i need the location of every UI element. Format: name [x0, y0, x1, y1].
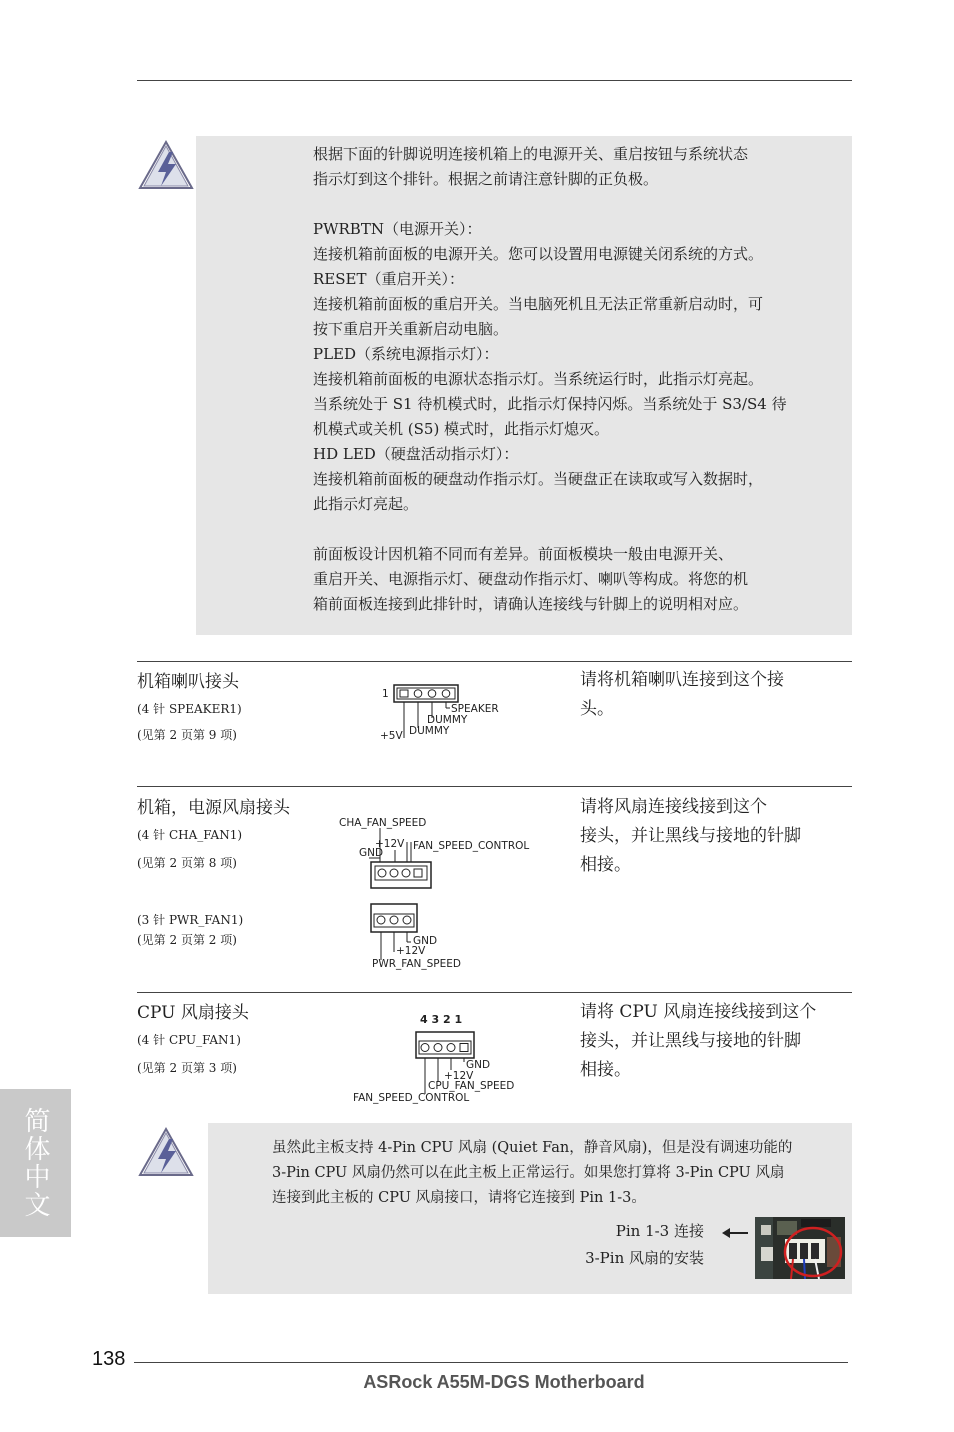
note-line: 按下重启开关重新启动电脑。: [313, 320, 509, 338]
warning-icon: [136, 1123, 196, 1181]
pwr-fan-speed-label: PWR_FAN_SPEED: [372, 958, 461, 970]
desc-line: 请将 CPU 风扇连接线接到这个: [580, 1002, 817, 1022]
note-line: 此指示灯亮起。: [313, 495, 419, 513]
desc-line: 接头，并让黑线与接地的针脚: [580, 1031, 801, 1051]
chassis-fan-section: [137, 794, 290, 871]
plus12v-label: +12V: [375, 838, 405, 850]
page-number: 138: [92, 1348, 126, 1370]
language-side-tab: [0, 1089, 71, 1237]
note-line: [313, 192, 787, 217]
desc-line: 相接。: [580, 855, 631, 875]
pin1-label: 1: [382, 688, 389, 700]
pin-numbers-label: 4 3 2 1: [420, 1013, 463, 1026]
note-line: 3-Pin CPU 风扇仍然可以在此主板上正常运行。如果您打算将 3-Pin CPU 风扇: [272, 1165, 785, 1181]
fan-speed-control-label: FAN_SPEED_CONTROL: [353, 1092, 470, 1104]
cpu-fan-header-diagram: [350, 1008, 530, 1108]
plus12v-label: +12V: [444, 1070, 474, 1082]
gnd-label: GND: [466, 1059, 491, 1071]
section-divider: [137, 661, 852, 662]
section-divider: [137, 992, 852, 993]
page-reference: (见第 2 页第 9 项): [137, 728, 237, 742]
cha-fan-speed-label: CHA_FAN_SPEED: [339, 817, 427, 829]
note-line: HD LED（硬盘活动指示灯）：: [313, 445, 519, 463]
section-title: CPU 风扇接头: [137, 1003, 249, 1023]
note-line: PWRBTN（电源开关）：: [313, 220, 482, 238]
note-line: 连接机箱前面板的电源状态指示灯。当系统运行时，此指示灯亮起。: [313, 370, 764, 388]
desc-line: 头。: [580, 699, 614, 719]
plus5v-label: +5V: [380, 730, 403, 742]
note-line: 根据下面的针脚说明连接机箱上的电源开关、重启按钮与系统状态: [313, 145, 749, 163]
note-line: PLED（系统电源指示灯）：: [313, 345, 499, 363]
page-reference: (见第 2 页第 8 项): [137, 856, 237, 870]
speaker-label: SPEAKER: [451, 703, 499, 715]
pin-count: (3 针 PWR_FAN1): [137, 913, 244, 927]
note-line: [313, 517, 787, 542]
cpu-fan-section: [137, 999, 249, 1076]
desc-line: 请将机箱喇叭连接到这个接: [580, 670, 784, 690]
page-reference: (见第 2 页第 3 项): [137, 1061, 237, 1075]
note-line: 重启开关、电源指示灯、硬盘动作指示灯、喇叭等构成。将您的机: [313, 570, 749, 588]
speaker-section: [137, 668, 242, 743]
note-text: [272, 1136, 792, 1211]
warning-text: [313, 142, 787, 617]
footer-title: ASRock A55M-DGS Motherboard: [363, 1372, 645, 1392]
desc-line: 请将风扇连接线接到这个: [580, 797, 767, 817]
cpu-fan-speed-label: CPU_FAN_SPEED: [428, 1080, 515, 1092]
dummy-label: DUMMY: [409, 725, 450, 737]
fan-speed-control-label: FAN_SPEED_CONTROL: [413, 840, 530, 852]
note-line: 连接到此主板的 CPU 风扇接口，请将它连接到 Pin 1-3。: [272, 1190, 646, 1206]
note-line: 机模式或关机 (S5) 模式时，此指示灯熄灭。: [313, 420, 610, 438]
section-divider: [137, 786, 852, 787]
power-fan-section: [137, 912, 243, 948]
header-rule: [137, 80, 852, 81]
note-line: 前面板设计因机箱不同而有差异。前面板模块一般由电源开关、: [313, 545, 734, 563]
note-line: 当系统处于 S1 待机模式时，此指示灯保持闪烁。当系统处于 S3/S4 待: [313, 395, 787, 413]
footer-rule: [134, 1362, 848, 1363]
pin-count: (4 针 SPEAKER1): [137, 702, 242, 716]
speaker-description: [580, 666, 784, 724]
photo-caption: 3-Pin 风扇的安装: [585, 1249, 704, 1267]
note-line: RESET（重启开关）：: [313, 270, 464, 288]
language-tab-label: 简体中文: [20, 1107, 50, 1219]
desc-line: 接头，并让黑线与接地的针脚: [580, 826, 801, 846]
left-arrow-icon: [720, 1225, 750, 1241]
section-title: 机箱，电源风扇接头: [137, 798, 290, 818]
chassis-fan-header-diagram: [335, 812, 550, 972]
note-line: 连接机箱前面板的重启开关。当电脑死机且无法正常重新启动时，可: [313, 295, 764, 313]
note-line: 虽然此主板支持 4-Pin CPU 风扇 (Quiet Fan，静音风扇)，但是没有调速功能的: [272, 1140, 793, 1156]
plus12v-label: +12V: [396, 945, 426, 957]
chassis-fan-description: [580, 793, 801, 880]
gnd-label: GND: [413, 935, 438, 947]
note-line: 箱前面板连接到此排针时，请确认连接线与针脚上的说明相对应。: [313, 595, 749, 613]
dummy-label: DUMMY: [427, 714, 468, 726]
desc-line: 相接。: [580, 1060, 631, 1080]
note-line: 连接机箱前面板的硬盘动作指示灯。当硬盘正在读取或写入数据时，: [313, 470, 764, 488]
page-reference: (见第 2 页第 2 项): [137, 933, 237, 947]
note-line: 连接机箱前面板的电源开关。您可以设置用电源键关闭系统的方式。: [313, 245, 764, 263]
fan-connector-photo: [755, 1217, 845, 1279]
note-line: 指示灯到这个排针。根据之前请注意针脚的正负极。: [313, 170, 659, 188]
warning-icon: [136, 136, 196, 194]
gnd-label: GND: [359, 847, 384, 859]
pin-count: (4 针 CHA_FAN1): [137, 828, 243, 842]
photo-caption: Pin 1-3 连接: [615, 1222, 704, 1240]
speaker-header-diagram: [370, 678, 540, 748]
section-title: 机箱喇叭接头: [137, 672, 239, 692]
cpu-fan-description: [580, 998, 816, 1085]
pin-count: (4 针 CPU_FAN1): [137, 1033, 241, 1047]
